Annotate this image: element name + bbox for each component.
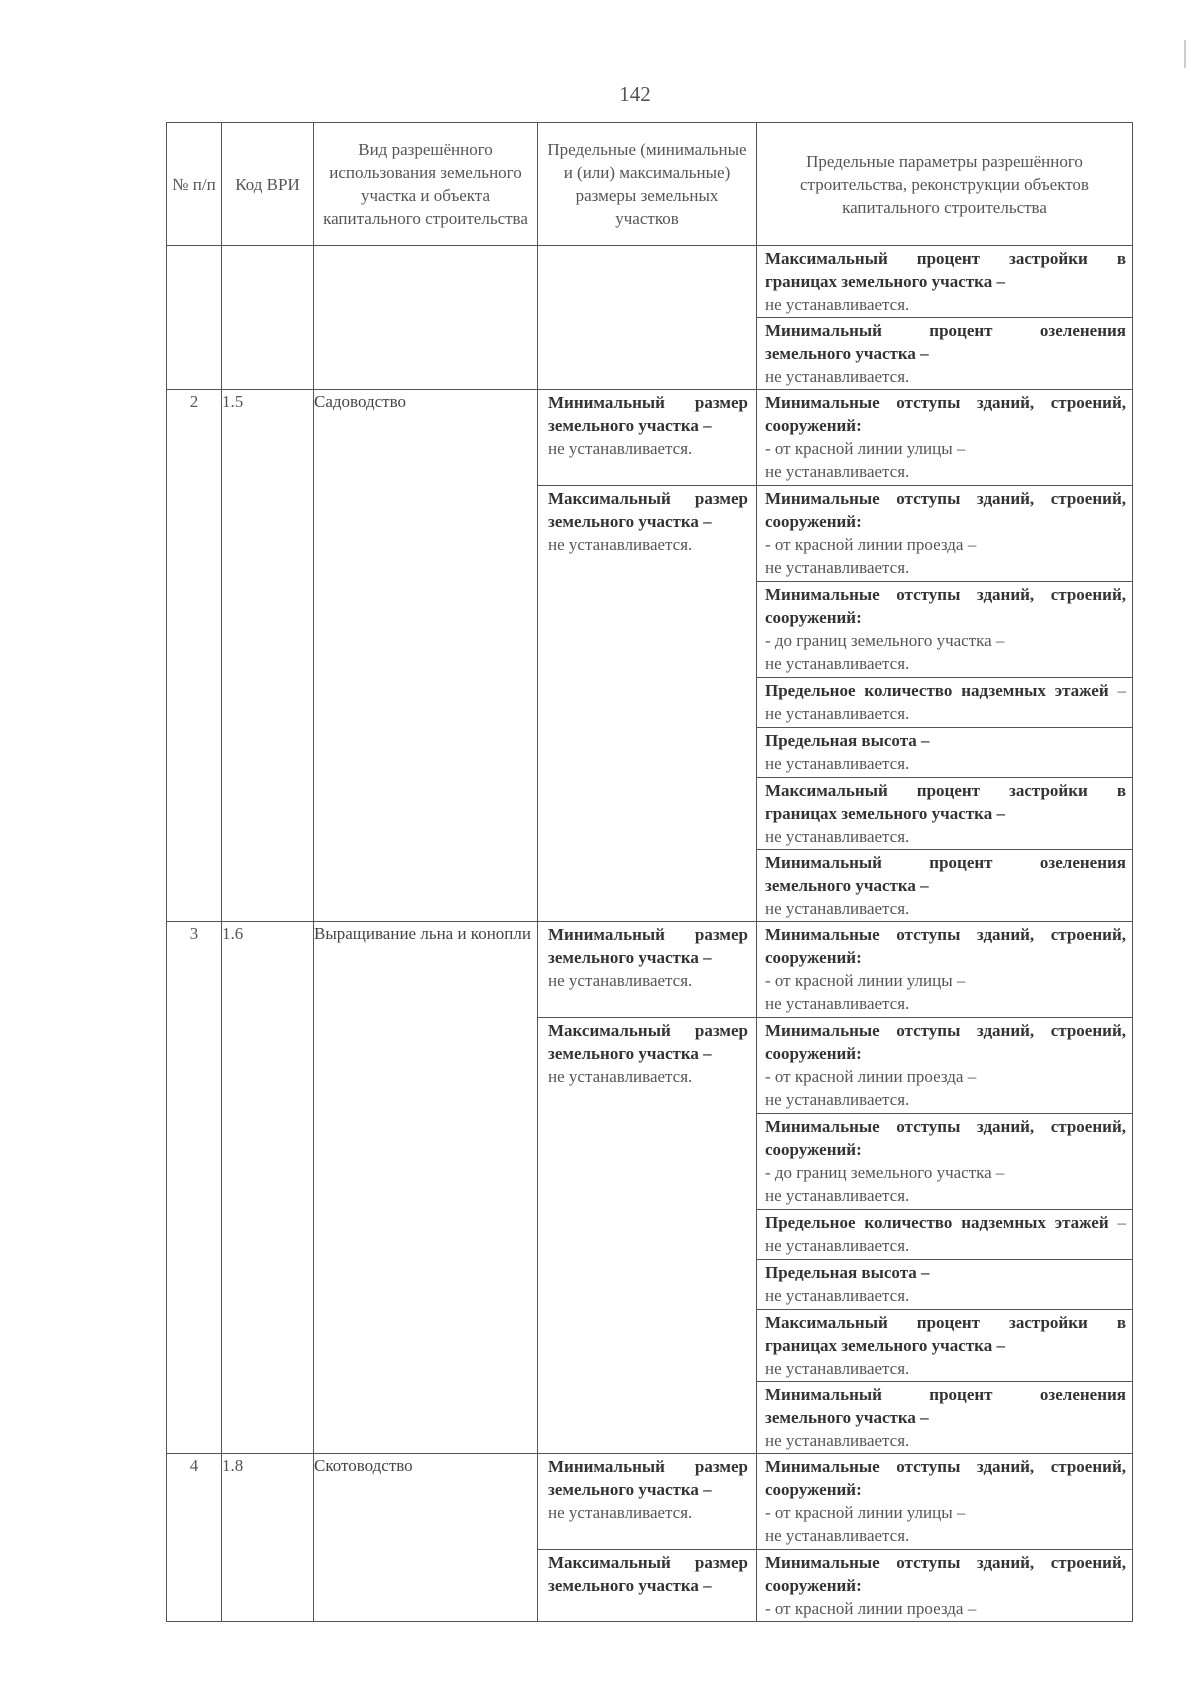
size-block: Минимальный размер земельного участка – не устанавливается. xyxy=(548,1457,748,1522)
row-code: 1.8 xyxy=(222,1454,314,1622)
regulations-table xyxy=(166,122,1133,1622)
param-block: Минимальные отступы зданий, строений, сооружений: - от красной линии проезда – не устанавливается. xyxy=(757,485,1132,581)
param-block: Минимальные отступы зданий, строений, сооружений: - от красной линии проезда – xyxy=(757,1549,1132,1621)
param-block: Максимальный процент застройки в границах земельного участка – не устанавливается. xyxy=(757,1309,1132,1381)
header-code: Код ВРИ xyxy=(222,123,314,246)
param-block: Предельное количество надземных этажей – не устанавливается. xyxy=(757,1209,1132,1259)
row-num: 4 xyxy=(167,1454,222,1622)
header-num: № п/п xyxy=(167,123,222,246)
scan-edge-mark xyxy=(1184,40,1186,68)
page-number: 142 xyxy=(619,82,651,106)
size-block: Максимальный размер земельного участка – не устанавливается. xyxy=(538,485,756,556)
param-block: Минимальные отступы зданий, строений, сооружений: - от красной линии улицы – не устанавливается. xyxy=(765,393,1126,481)
param-block: Предельное количество надземных этажей – не устанавливается. xyxy=(757,677,1132,727)
sizes-cell xyxy=(538,922,757,1454)
row-code: 1.6 xyxy=(222,922,314,1454)
size-block: Максимальный размер земельного участка – не устанавливается. xyxy=(538,1017,756,1088)
header-params: Предельные параметры разрешённого строительства, реконструкции объектов капитального строительства xyxy=(757,123,1133,246)
row-name: Садоводство xyxy=(314,390,538,922)
params-cell xyxy=(757,1454,1133,1622)
params-cell xyxy=(757,390,1133,922)
header-sizes: Предельные (минимальные и (или) максимальные) размеры земельных участков xyxy=(538,123,757,246)
param-block: Предельная высота – не устанавливается. xyxy=(757,727,1132,777)
param-block: Минимальные отступы зданий, строений, сооружений: - до границ земельного участка – не устанавливается. xyxy=(757,581,1132,677)
table-row xyxy=(167,246,1133,390)
param-block: Максимальный процент застройки в границах земельного участка – не устанавливается. xyxy=(757,777,1132,849)
size-block: Максимальный размер земельного участка – xyxy=(538,1549,756,1621)
size-block: Минимальный размер земельного участка – не устанавливается. xyxy=(548,393,748,458)
row-num: 2 xyxy=(167,390,222,922)
param-block: Минимальные отступы зданий, строений, сооружений: - от красной линии проезда – не устанавливается. xyxy=(757,1017,1132,1113)
param-block: Минимальные отступы зданий, строений, сооружений: - от красной линии улицы – не устанавливается. xyxy=(765,1457,1126,1545)
sizes-cell xyxy=(538,1454,757,1622)
params-cell xyxy=(757,246,1133,390)
table-row xyxy=(167,1454,1133,1622)
table-row xyxy=(167,922,1133,1454)
size-block: Минимальный размер земельного участка – не устанавливается. xyxy=(548,925,748,990)
param-block: Минимальные отступы зданий, строений, сооружений: - до границ земельного участка – не устанавливается. xyxy=(757,1113,1132,1209)
param-block: Минимальный процент озеленения земельного участка – не устанавливается. xyxy=(757,849,1132,921)
row-code: 1.5 xyxy=(222,390,314,922)
param-block: Минимальный процент озеленения земельного участка – не устанавливается. xyxy=(757,1381,1132,1453)
header-type: Вид разрешённого использования земельного участка и объекта капитального строительства xyxy=(314,123,538,246)
sizes-cell xyxy=(538,390,757,922)
param-block: Минимальные отступы зданий, строений, сооружений: - от красной линии улицы – не устанавливается. xyxy=(765,925,1126,1013)
row-name: Скотоводство xyxy=(314,1454,538,1622)
param-block: Предельная высота – не устанавливается. xyxy=(757,1259,1132,1309)
param-block: Максимальный процент застройки в границах земельного участка – не устанавливается. xyxy=(765,249,1126,314)
params-cell xyxy=(757,922,1133,1454)
table-row xyxy=(167,390,1133,922)
param-block: Минимальный процент озеленения земельного участка – не устанавливается. xyxy=(757,317,1132,389)
row-num: 3 xyxy=(167,922,222,1454)
table-header-row xyxy=(167,123,1133,246)
row-name: Выращивание льна и конопли xyxy=(314,922,538,1454)
